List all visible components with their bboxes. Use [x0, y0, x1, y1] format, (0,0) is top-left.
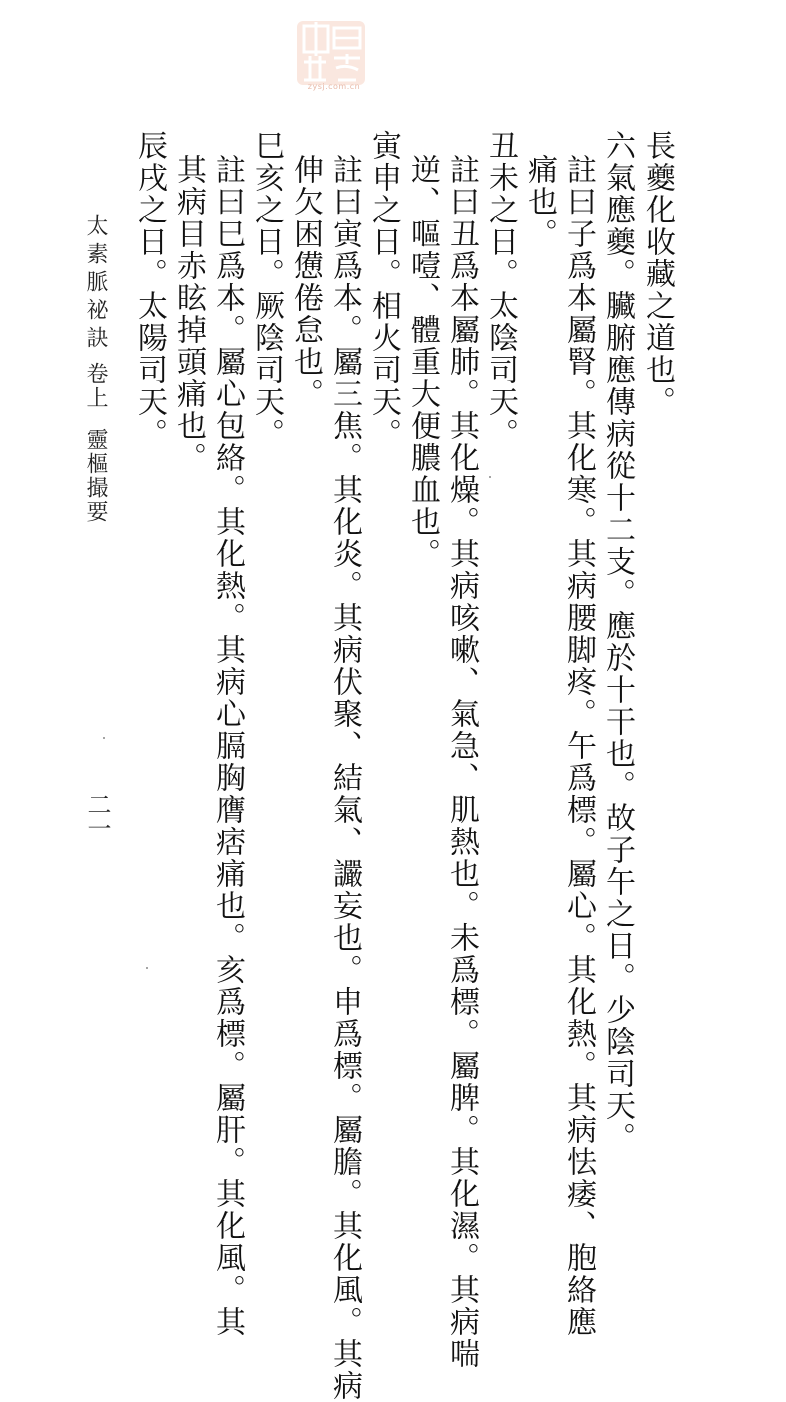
book-title: 太素脈祕訣: [83, 214, 108, 354]
text-column-11: 巳亥之日。厥陰司天。: [249, 130, 284, 450]
text-column-5: 丑未之日。太陰司天。: [483, 130, 518, 450]
text-column-9: 註曰寅爲本。屬三焦。其化炎。其病伏聚、結氣、讝妄也。申爲標。屬膽。其化風。其病: [327, 154, 362, 1402]
text-column-13: 其病目赤眩掉頭痛也。: [171, 154, 206, 474]
chapter-title: 靈樞撮要: [83, 428, 108, 524]
text-column-1: 長夔化收藏之道也。: [640, 130, 675, 418]
text-column-2: 六氣應夔。臟腑應傳病從十二支。應於十干也。故子午之日。少陰司天。: [600, 130, 635, 1154]
text-column-8: 寅申之日。相火司天。: [366, 130, 401, 450]
text-column-6: 註曰丑爲本屬肺。其化燥。其病咳嗽、氣急、肌熱也。未爲標。屬脾。其化濕。其病喘: [444, 154, 479, 1370]
text-column-10: 伸欠困憊倦怠也。: [288, 154, 323, 410]
scan-speck: [146, 967, 148, 969]
text-column-14: 辰戌之日。太陽司天。: [132, 130, 167, 450]
text-column-12: 註曰巳爲本。屬心包絡。其化熱。其病心膈胸膺痞痛也。亥爲標。屬肝。其化風。其: [210, 154, 245, 1338]
scan-speck: [489, 476, 491, 478]
watermark-logo: [296, 20, 366, 86]
volume-label: 卷上: [83, 362, 108, 410]
scan-speck: [103, 737, 105, 739]
text-column-3: 註曰子爲本屬腎。其化寒。其病腰脚疼。午爲標。屬心。其化熱。其病怯痿、胞絡應: [561, 154, 596, 1338]
text-column-4: 痛也。: [522, 154, 557, 250]
watermark-url: zysj.com.cn: [307, 82, 361, 91]
text-column-7: 逆、嘔噎、體重大便膿血也。: [405, 154, 440, 570]
page-number: 二一: [83, 792, 111, 840]
